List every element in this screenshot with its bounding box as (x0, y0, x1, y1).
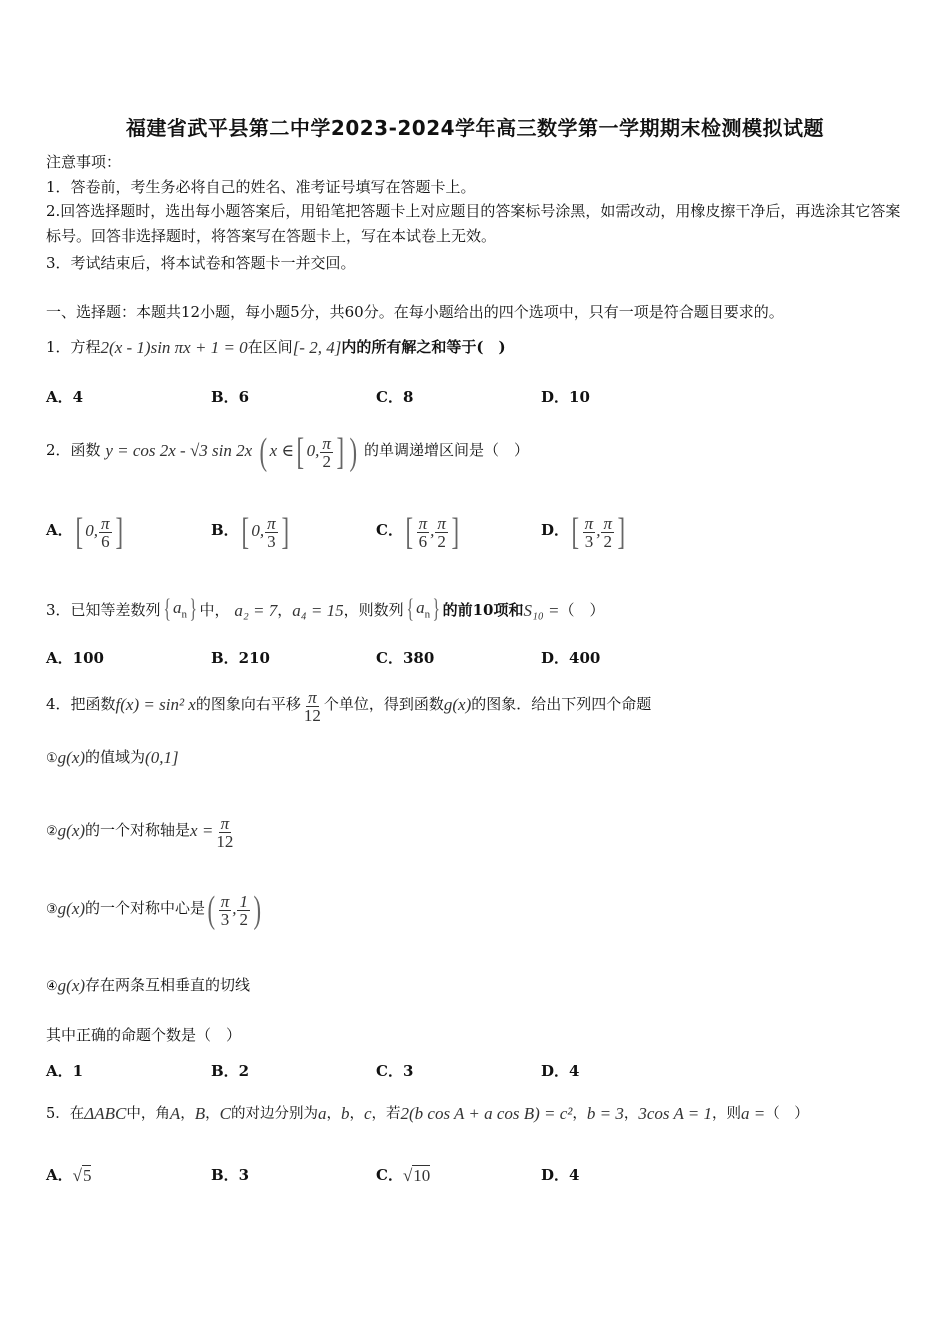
notice-item-2: 2.回答选择题时，选出每小题答案后，用铅笔把答题卡上对应题目的答案标号涂黑，如需改动，用橡皮擦干净后，再选涂其它答案标号。回答非选择题时，将答案写在答题卡上，写在本试卷上无效。 (46, 202, 901, 245)
section-heading: 一、选择题：本题共12小题，每小题5分，共60分。在每小题给出的四个选项中，只有一项是符合题目要求的。 (46, 303, 784, 321)
q3-option-c[interactable]: C．380 (376, 649, 435, 667)
notice-item-3: 3．考试结束后，将本试卷和答题卡一并交回。 (46, 254, 356, 272)
q5-condition-3: 3cos A = 1 (638, 1104, 713, 1123)
q4-proposition-4: ④g(x)存在两条互相垂直的切线 (46, 976, 251, 995)
question-3: 3．已知等差数列{ $a_n$} 中， a₂ = 7，a₄ = 15，则数列{ $a_n$} 的前10项和S₁₀ =（ ） (46, 588, 605, 628)
q4-option-a[interactable]: A．1 (46, 1062, 84, 1080)
q2-option-d[interactable]: D．[ $\frac{\pi}{3}$ , $\frac{\pi}{2}$ ] (541, 511, 626, 554)
q1-option-d[interactable]: D．10 (541, 388, 590, 406)
q4-proposition-2: ②g(x)的一个对称轴是x = $\frac{\pi}{12}$ (46, 813, 234, 851)
q3-option-d[interactable]: D．400 (541, 649, 601, 667)
q2-option-a[interactable]: A．[ 0, $\frac{\pi}{6}$ ] (46, 511, 123, 554)
q3-a4: a₄ = 15 (292, 601, 344, 621)
q4-function-f: f(x) = sin² x (115, 695, 196, 714)
q2-function: y = cos 2x - √3 sin 2x (105, 441, 253, 460)
q4-option-c[interactable]: C．3 (376, 1062, 414, 1080)
q5-condition-1: 2(b cos A + a cos B) = c² (400, 1104, 573, 1123)
q3-s10: S₁₀ = (523, 601, 560, 621)
notice-heading: 注意事项： (46, 153, 122, 171)
question-2: 2．函数 y = cos 2x - √3 sin 2x ( x ∈[ 0, $\frac{\pi}{2}$ ] ) 的单调递增区间是（ ） (46, 420, 529, 480)
q3-option-b[interactable]: B．210 (211, 649, 270, 667)
q2-option-c[interactable]: C．[ $\frac{\pi}{6}$ , $\frac{\pi}{2}$ ] (376, 511, 460, 554)
q5-option-b[interactable]: B．3 (211, 1166, 250, 1184)
q4-option-d[interactable]: D．4 (541, 1062, 580, 1080)
q5-option-a[interactable]: A．√5 (46, 1166, 92, 1185)
question-5: 5．在ΔABC中，角A，B，C的对边分别为a，b，c，若2(b cos A + a cos B) = c²，b = 3，3cos A = 1，则a =（ ） (46, 1094, 809, 1134)
q5-option-c[interactable]: C．√10 (376, 1166, 431, 1185)
q5-condition-2: b = 3 (586, 1104, 624, 1123)
q1-option-a[interactable]: A．4 (46, 388, 84, 406)
q5-option-d[interactable]: D．4 (541, 1166, 580, 1184)
question-4: 4．把函数f(x) = sin² x的图象向右平移 $\frac{\pi}{12}$ 个单位，得到函数g(x)的图象．给出下列四个命题 (46, 684, 651, 724)
q4-option-b[interactable]: B．2 (211, 1062, 250, 1080)
q3-option-a[interactable]: A．100 (46, 649, 104, 667)
q4-question: 其中正确的命题个数是（ ） (46, 1026, 242, 1044)
q3-sequence: { $a_n$} (163, 594, 198, 624)
q1-equation: 2(x - 1)sin πx + 1 = 0 (100, 338, 248, 357)
q1-option-c[interactable]: C．8 (376, 388, 414, 406)
q4-proposition-1: ①g(x)的值域为(0,1] (46, 748, 179, 767)
q3-a2: a₂ = 7 (234, 601, 278, 621)
notice-item-1: 1．答卷前，考生务必将自己的姓名、准考证号填写在答题卡上。 (46, 178, 476, 196)
q4-proposition-3: ③g(x)的一个对称中心是( $\frac{\pi}{3}$ , $\frac{1}{2}$ ) (46, 889, 262, 932)
q4-function-g: g(x) (443, 695, 472, 714)
question-1: 1．方程2(x - 1)sin πx + 1 = 0在区间[- 2, 4]内的所有解之和等于( ) (46, 330, 506, 364)
page-title: 福建省武平县第二中学2023-2024学年高三数学第一学期期末检测模拟试题 (125, 116, 825, 140)
q2-domain: ( x ∈[ 0, $\frac{\pi}{2}$ ] ) (259, 431, 357, 474)
q1-interval: [- 2, 4] (292, 338, 342, 357)
q1-option-b[interactable]: B．6 (211, 388, 250, 406)
q2-option-b[interactable]: B．[ 0, $\frac{\pi}{3}$ ] (211, 511, 289, 554)
